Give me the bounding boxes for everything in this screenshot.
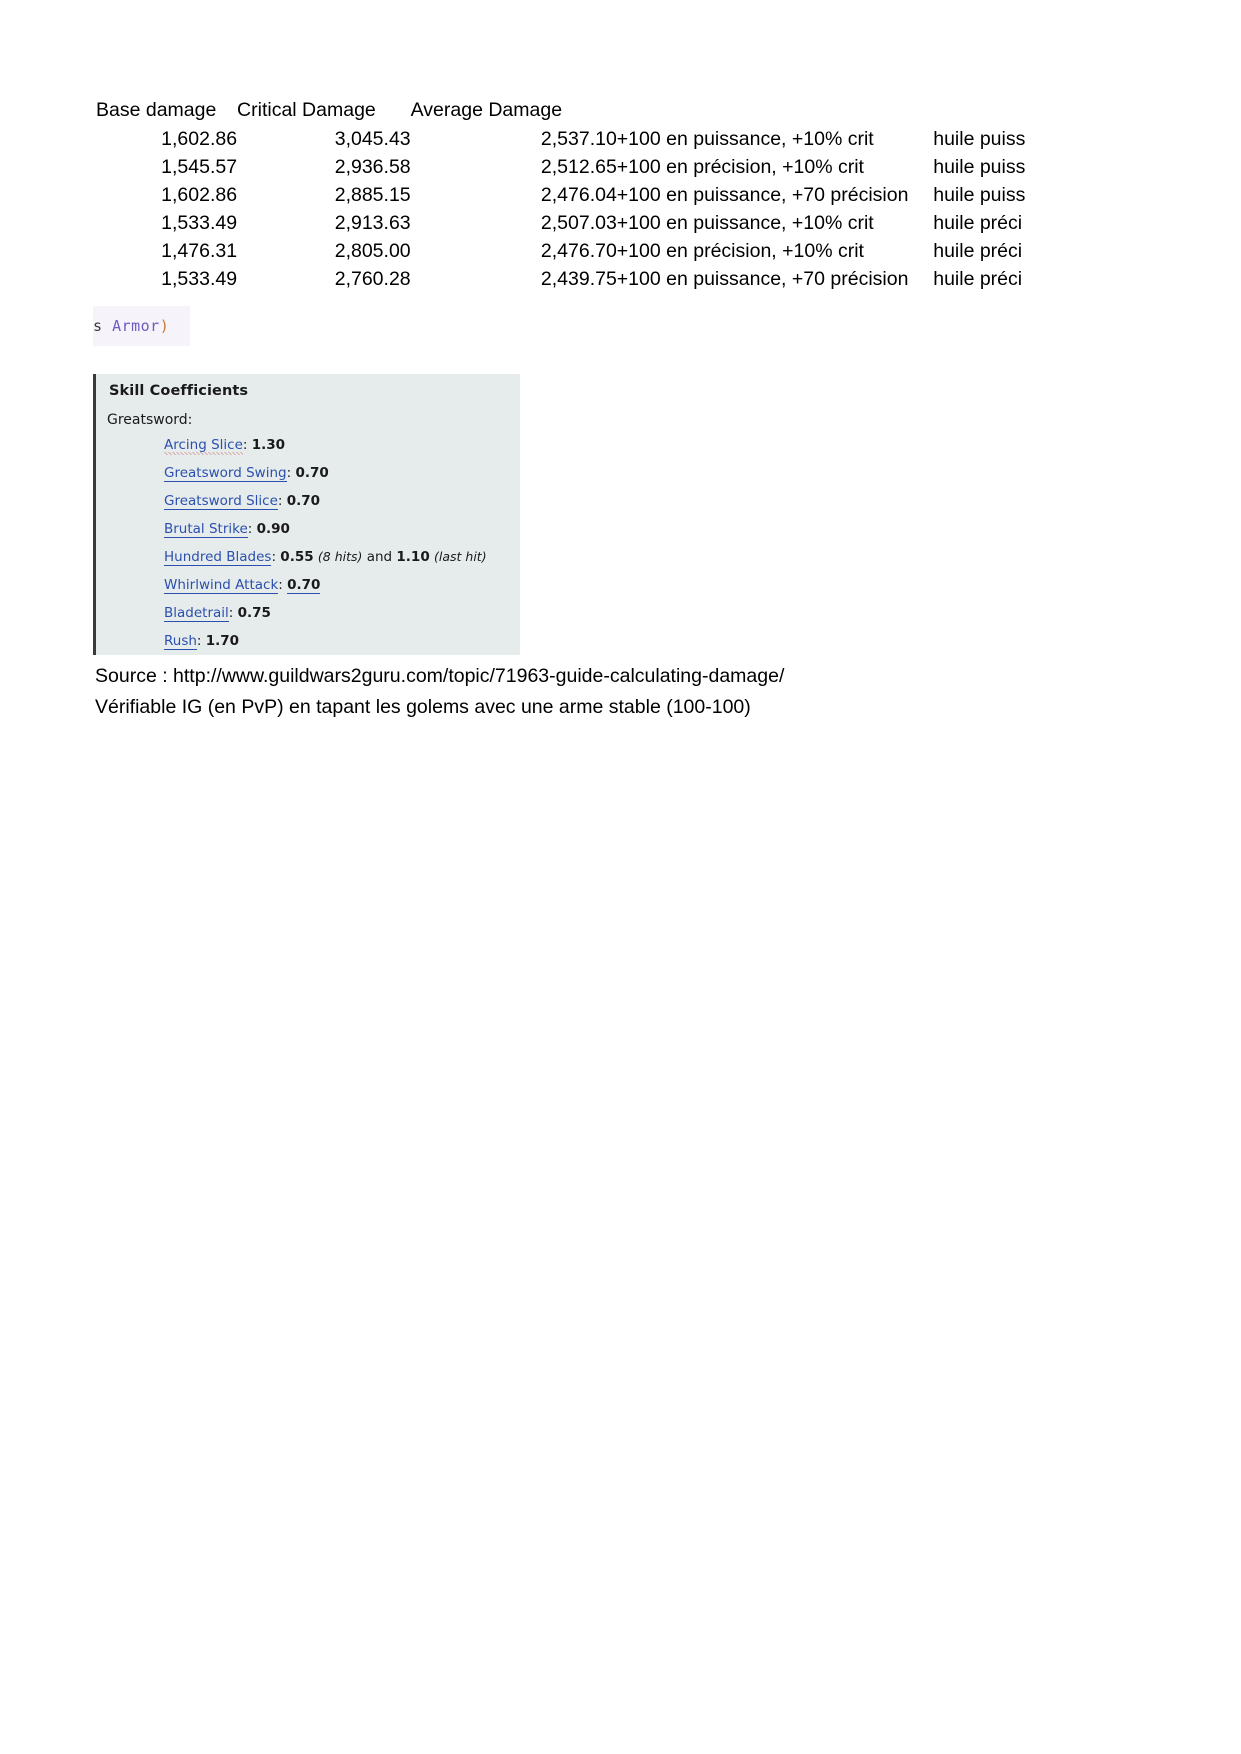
skill-coefficient-value: 0.70 <box>286 493 321 509</box>
column-header-base-damage: Base damage <box>96 99 217 121</box>
skill-separator: : <box>228 605 238 621</box>
cell-critical-damage: 2,913.63 <box>334 211 411 234</box>
skill-separator: : <box>278 577 288 593</box>
skill-name-link[interactable]: Brutal Strike <box>164 521 248 537</box>
skill-separator: : <box>271 549 281 565</box>
column-header-oil <box>933 101 1096 130</box>
code-token-plain: s <box>93 317 113 335</box>
skill-name-link[interactable]: Hundred Blades <box>164 549 272 565</box>
skill-list-item <box>164 605 514 633</box>
skill-coefficient-value: 1.70 <box>205 633 240 649</box>
skill-name-link[interactable]: Whirlwind Attack <box>164 577 279 593</box>
table-row <box>96 158 1096 186</box>
skill-hits-note-primary: (8 hits) <box>317 549 363 564</box>
skill-separator: : <box>277 493 287 509</box>
cell-average-damage: 2,439.75 <box>540 267 617 290</box>
skill-coefficient-value: 0.90 <box>256 521 290 537</box>
cell-base-damage: 1,545.57 <box>161 155 238 178</box>
table-row <box>96 270 1096 298</box>
skill-coefficient-value: 1.30 <box>251 437 286 453</box>
cell-oil: huile préci <box>933 239 1023 262</box>
cell-critical-damage: 2,760.28 <box>334 267 411 290</box>
skill-hits-note-secondary: (last hit) <box>434 549 487 564</box>
skill-coefficients-panel <box>93 374 520 655</box>
skill-list <box>164 437 514 661</box>
skill-name-link[interactable]: Bladetrail <box>164 605 229 621</box>
source-verification-line: Vérifiable IG (en PvP) en tapant les golems avec une arme stable (100-100) <box>95 696 751 718</box>
source-attribution <box>95 661 784 723</box>
skill-list-item <box>164 521 514 549</box>
skill-name-link[interactable]: Arcing Slice <box>164 437 243 453</box>
column-header-description <box>617 101 933 130</box>
column-header-critical-damage: Critical Damage <box>237 99 376 121</box>
cell-critical-damage: 2,805.00 <box>334 239 411 262</box>
cell-oil: huile puiss <box>933 127 1026 150</box>
cell-critical-damage: 3,045.43 <box>334 127 411 150</box>
cell-description: +100 en précision, +10% crit <box>616 239 864 262</box>
skill-coefficient-value: 0.70 <box>295 465 329 481</box>
skill-coefficients-title: Skill Coefficients <box>109 383 249 399</box>
cell-base-damage: 1,602.86 <box>161 183 238 206</box>
skill-coefficient-value: 0.75 <box>237 605 271 621</box>
skill-separator: : <box>242 437 252 453</box>
table-header-row <box>96 101 1096 130</box>
cell-description: +100 en puissance, +10% crit <box>616 127 874 150</box>
skill-list-item <box>164 437 514 465</box>
cell-average-damage: 2,476.04 <box>540 183 617 206</box>
skill-list-item <box>164 549 514 577</box>
cell-critical-damage: 2,936.58 <box>334 155 411 178</box>
cell-average-damage: 2,512.65 <box>540 155 617 178</box>
table-row <box>96 186 1096 214</box>
skill-coefficient-value-secondary: 1.10 <box>396 549 430 565</box>
cell-average-damage: 2,476.70 <box>540 239 617 262</box>
column-header-average-damage: Average Damage <box>410 99 563 121</box>
cell-oil: huile préci <box>933 211 1023 234</box>
damage-comparison-table <box>96 101 1096 298</box>
cell-description: +100 en puissance, +70 précision <box>616 267 909 290</box>
code-fragment-armor <box>93 306 190 346</box>
cell-average-damage: 2,507.03 <box>540 211 617 234</box>
cell-description: +100 en puissance, +70 précision <box>616 183 909 206</box>
cell-description: +100 en précision, +10% crit <box>616 155 864 178</box>
cell-oil: huile puiss <box>933 155 1026 178</box>
table-row <box>96 130 1096 158</box>
cell-base-damage: 1,602.86 <box>161 127 238 150</box>
skill-note-conjunction: and <box>366 549 393 565</box>
skill-coefficient-value: 0.70 <box>287 577 321 593</box>
skill-name-link[interactable]: Rush <box>164 633 197 649</box>
skill-list-item <box>164 633 514 661</box>
cell-average-damage: 2,537.10 <box>540 127 617 150</box>
skill-list-item <box>164 493 514 521</box>
code-token-identifier: Armor <box>112 317 160 335</box>
skill-separator: : <box>196 633 206 649</box>
table-row <box>96 214 1096 242</box>
cell-oil: huile préci <box>933 267 1023 290</box>
skill-separator: : <box>286 465 296 481</box>
skill-list-item <box>164 465 514 493</box>
table-row <box>96 242 1096 270</box>
skill-list-item <box>164 577 514 605</box>
cell-base-damage: 1,476.31 <box>161 239 238 262</box>
code-token-paren: ) <box>159 317 170 335</box>
cell-description: +100 en puissance, +10% crit <box>616 211 874 234</box>
skill-separator: : <box>247 521 257 537</box>
cell-base-damage: 1,533.49 <box>161 267 238 290</box>
cell-critical-damage: 2,885.15 <box>334 183 411 206</box>
cell-base-damage: 1,533.49 <box>161 211 238 234</box>
cell-oil: huile puiss <box>933 183 1026 206</box>
skill-weapon-label: Greatsword: <box>107 412 193 428</box>
table-body <box>96 127 1096 298</box>
skill-name-link[interactable]: Greatsword Slice <box>164 493 278 509</box>
source-url-line: Source : http://www.guildwars2guru.com/topic/71963-guide-calculating-damage/ <box>95 665 785 687</box>
skill-name-link[interactable]: Greatsword Swing <box>164 465 287 481</box>
skill-coefficient-value: 0.55 <box>280 549 314 565</box>
